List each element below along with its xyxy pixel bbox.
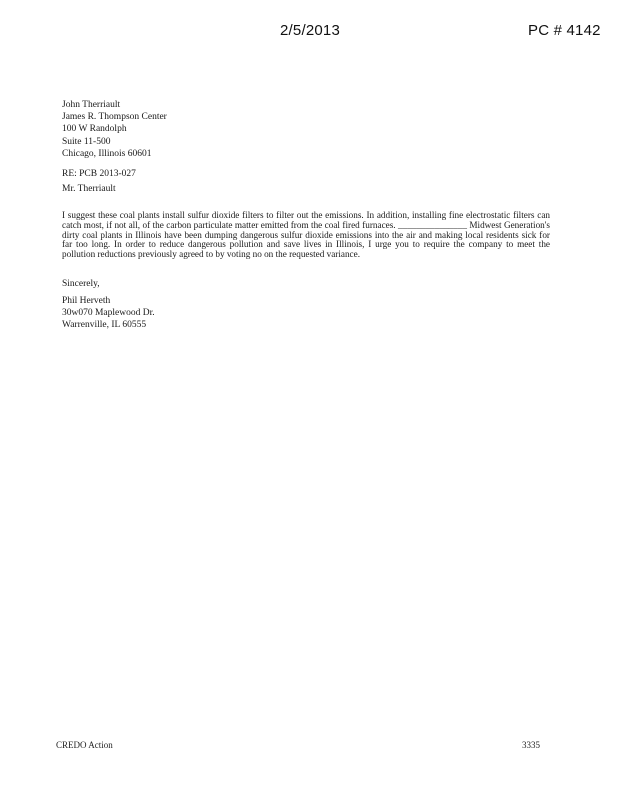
signature-line: 30w070 Maplewood Dr.	[62, 308, 155, 319]
address-line: James R. Thompson Center	[62, 112, 167, 123]
header-date: 2/5/2013	[280, 22, 340, 39]
address-line: 100 W Randolph	[62, 124, 127, 135]
letter-body: I suggest these coal plants install sulfur dioxide filters to filter out the emissions. In addition, installing fine electrostatic filters can catch most, if not all, of the carbon particulate matter emitted from the coal fired furnaces. _______________ Midwest Generation's dirty coal plants in Illinois have been dumping dangerous sulfur dioxide emissions into the air and making local residents sick for far too long. In order to reduce dangerous pollution and save lives in Illinois, I urge you to require the company to meet the pollution reductions previously agreed to by voting no on the requested variance.	[62, 210, 550, 260]
address-line: John Therriault	[62, 100, 121, 110]
footer-left: CREDO Action	[56, 740, 113, 750]
recipient-address	[62, 99, 167, 160]
address-line: Chicago, Illinois 60601	[62, 148, 152, 159]
closing: Sincerely,	[62, 279, 100, 289]
signature-line: Phil Herveth	[62, 296, 111, 306]
salutation: Mr. Therriault	[62, 184, 116, 194]
footer-page-number: 3335	[522, 740, 540, 750]
address-line: Suite 11-500	[62, 136, 111, 147]
re-line: RE: PCB 2013-027	[62, 169, 136, 179]
signature-line: Warrenville, IL 60555	[62, 320, 147, 331]
signature-block	[62, 295, 155, 332]
header-pc-number: PC # 4142	[528, 22, 601, 39]
